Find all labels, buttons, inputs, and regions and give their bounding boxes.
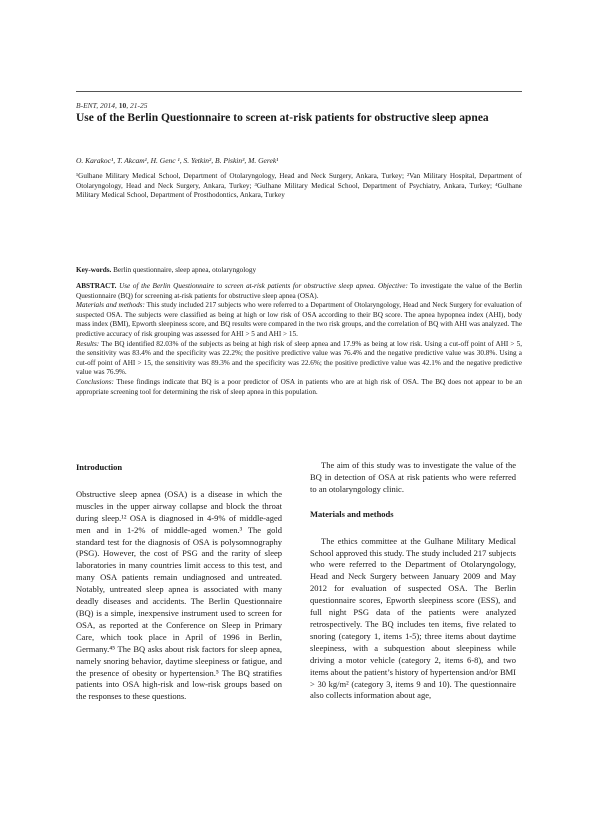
journal-volume: 10 (118, 101, 127, 110)
introduction-paragraph: Obstructive sleep apnea (OSA) is a disease in which the muscles in the upper airway collapse and block the throat during sleep.¹² OSA is diagnosed in 4-9% of middle-aged men and in 1-2% of middle-aged women.³ The gold standard test for the diagnosis of OSA is polysomnography (PSG). However, the cost of PSG and the rarity of sleep laboratories in many countries limit access to this test, and many OSA patients remain undiagnosed and untreated. Notably, untreated sleep apnea is associated with many deadly diseases and accidents. The Berlin Questionnaire (BQ) is a simple, inexpensive instrument used to screen for OSA, as reported at the Conference on Sleep in Primary Care, which took place in April of 1996 in Berlin, Germany.⁴⁵ The BQ asks about risk factors for sleep apnea, namely snoring behavior, daytime sleepiness or fatigue, and the presence of obesity or hypertension.⁵ The BQ stratifies patients into OSA high-risk and low-risk groups based on the responses to these questions. (76, 488, 282, 702)
abstract-results-label: Results: (76, 339, 100, 348)
methods-heading: Materials and methods (310, 508, 394, 519)
abstract-objective-label: Objective: (377, 282, 408, 290)
abstract-conclusions: These findings indicate that BQ is a poor predictor of OSA in patients who are at high risk of OSA. The BQ does not appear to be an appropriate screening tool for determining the risk of sleep apnea in this population. (76, 377, 522, 396)
journal-name: B-ENT (76, 101, 97, 110)
left-column (76, 462, 282, 703)
introduction-heading: Introduction (76, 462, 123, 472)
journal-citation (76, 101, 148, 110)
journal-year: , 2014, (96, 101, 119, 110)
abstract-conclusions-label: Conclusions: (76, 377, 114, 386)
affiliations: ¹Gulhane Military Medical School, Department of Otolaryngology, Head and Neck Surgery, Ankara, Turkey; ²Van Military Hospital, Department of Otolaryngology, Head and Neck Surgery, Ankara, Turkey; ³Gulhane Military Medical School, Department of Psychiatry, Ankara, Turkey; ⁴Gulhane Military Medical School, Department of Prosthodontics, Ankara, Turkey (76, 172, 522, 200)
abstract-results: The BQ identified 82.03% of the subjects as being at high risk of sleep apnea and 17.9% as being at low risk. Using a cut-off point of AHI > 5, the sensitivity was 83.4% and the specificity was 22.2%; the positive predictive value was 76.4% and the negative predictive value was 30.8%. Using a cut-off point of AHI > 15, the sensitivity was 89.3% and the specificity was 22.6%; the positive predictive value was 42.1% and the negative predictive value was 76.9%. (76, 339, 522, 377)
abstract-methods: This study included 217 subjects who were referred to a Department of Otolaryngology, Head and Neck Surgery for evaluation of suspected OSA. The subjects were classified as being at high or low risk of OSA according to their BQ score. The apnea hypopnea index (AHI), body mass index (BMI), Epworth sleepiness score, and BQ results were compared in the two risk groups, and the correlation of BQ with AHI was analyzed. The predictive accuracy of risk grouping was assessed for AHI > 5 and AHI > 15. (76, 301, 522, 338)
methods-paragraph: The ethics committee at the Gulhane Military Medical School approved this study. The study included 217 subjects who were referred to the Department of Otolaryngology, Head and Neck Surgery between January 2009 and May 2012 for evaluation of suspected OSA. The Berlin questionnaire scores, Epworth sleepiness score (ESS), and full night PSG data of the patients were analyzed retrospectively. The BQ includes ten items, five related to snoring (category 1, items 1-5); three items about daytime sleepiness, with a subquestion about sleepiness while driving a motor vehicle (category 2, items 6-8), and two items about the patient’s history of hypertension and/or BMI > 30 kg/m² (category 3, items 9 and 10). The questionnaire also collects information about age, (310, 535, 516, 701)
abstract-objective: To investigate the value of the Berlin Questionnaire (BQ) for screening at-risk patients for obstructive sleep apnea (OSA). (76, 282, 523, 300)
keywords-text: Berlin questionnaire, sleep apnea, otolaryngology (111, 266, 257, 274)
header-rule (76, 91, 522, 92)
abstract-methods-label: Materials and methods: (76, 301, 145, 310)
journal-pages: , 21-25 (126, 101, 148, 110)
article-title: Use of the Berlin Questionnaire to screen at-risk patients for obstructive sleep apnea (76, 112, 489, 124)
keywords-label: Key-words. (76, 266, 112, 274)
abstract-label: ABSTRACT. (76, 282, 117, 290)
author-list: O. Karakoc¹, T. Akcam¹, H. Genc ¹, S. Yetkin², B. Piskin³, M. Gerek¹ (76, 156, 279, 165)
keywords (76, 266, 522, 274)
right-column (310, 460, 516, 702)
abstract-title: Use of the Berlin Questionnaire to screen at-risk patients for obstructive sleep apnea. (119, 282, 376, 290)
aim-paragraph: The aim of this study was to investigate the value of the BQ in detection of OSA at risk patients who were referred to an otolaryngology clinic. (310, 460, 516, 494)
abstract (76, 282, 522, 397)
